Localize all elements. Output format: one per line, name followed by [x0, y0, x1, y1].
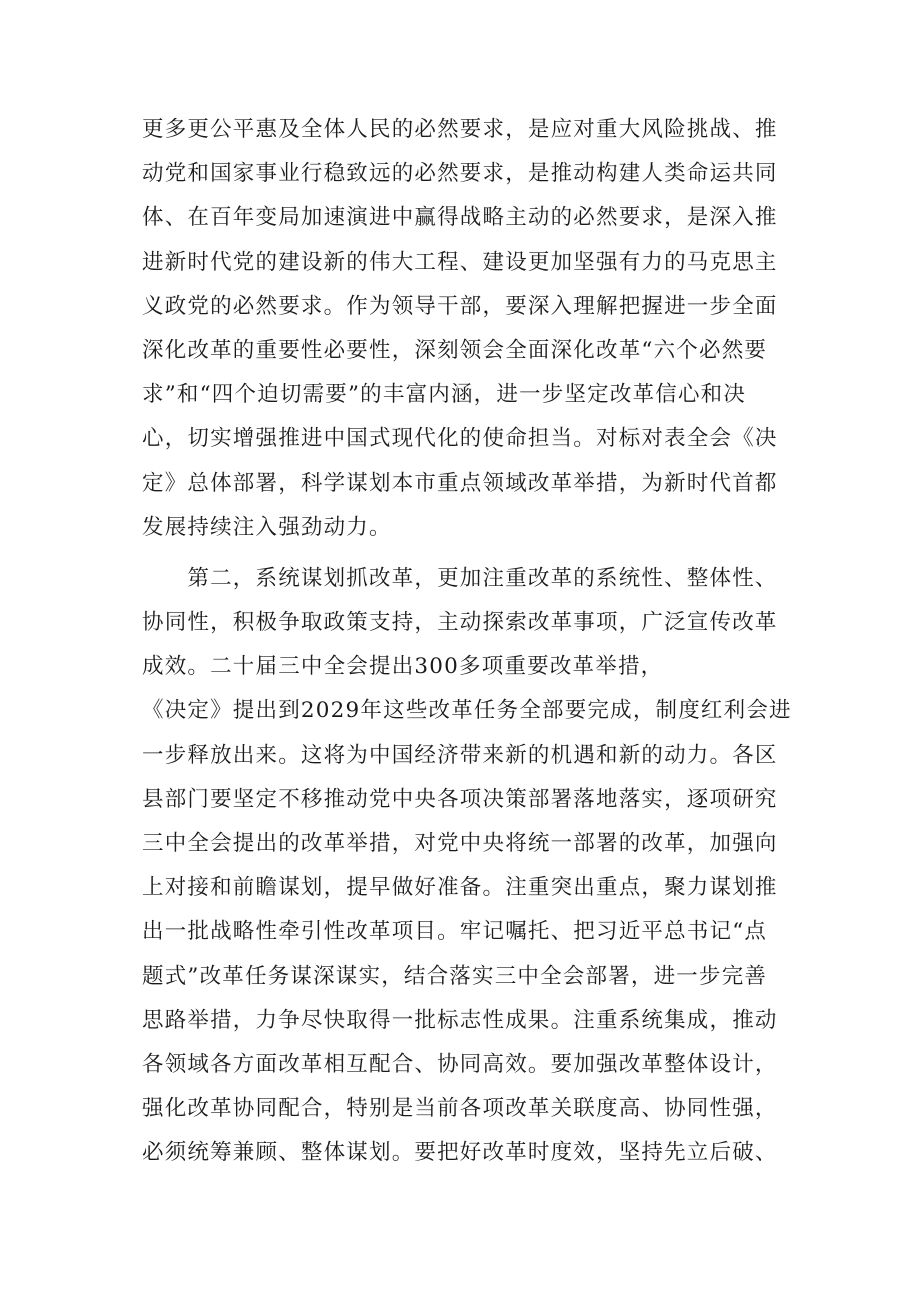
text-line: 更多更公平惠及全体人民的必然要求，是应对重大风险挑战、推: [142, 117, 778, 142]
text-line: 强化改革协同配合，特别是当前各项改革关联度高、协同性强，: [142, 1096, 778, 1122]
text-line: 动党和国家事业行稳致远的必然要求，是推动构建人类命运共同: [142, 161, 778, 187]
text-line: 出一批战略性牵引性改革项目。牢记嘱托、把习近平总书记“点: [142, 919, 768, 945]
text-line: 县部门要坚定不移推动党中央各项决策部署落地落实，逐项研究: [142, 786, 778, 812]
text-line: 进新时代党的建设新的伟大工程、建设更加坚强有力的马克思主: [142, 249, 778, 275]
text-line: 《决定》提出到2029年这些改革任务全部要完成，制度红利会进: [142, 698, 792, 724]
paragraph-gap: [142, 550, 792, 557]
document-body: [142, 108, 792, 1176]
paragraph-1: [142, 108, 792, 550]
text-line: 体、在百年变局加速演进中赢得战略主动的必然要求，是深入推: [142, 205, 778, 231]
text-line: 求”和“四个迫切需要”的丰富内涵，进一步坚定改革信心和决: [142, 382, 747, 408]
text-line: 协同性，积极争取政策支持，主动探索改革事项，广泛宣传改革: [142, 610, 778, 636]
paragraph-2: [142, 557, 792, 1176]
text-line: 各领域各方面改革相互配合、协同高效。要加强改革整体设计，: [142, 1051, 778, 1077]
text-line: 思路举措，力争尽快取得一批标志性成果。注重系统集成，推动: [142, 1007, 778, 1033]
text-line: 题式”改革任务谋深谋实，结合落实三中全会部署，进一步完善: [142, 963, 768, 989]
text-line: 心，切实增强推进中国式现代化的使命担当。对标对表全会《决: [142, 426, 778, 452]
text-line: 一步释放出来。这将为中国经济带来新的机遇和新的动力。各区: [142, 742, 778, 768]
text-line: 义政党的必然要求。作为领导干部，要深入理解把握进一步全面: [142, 293, 778, 319]
text-line: 三中全会提出的改革举措，对党中央将统一部署的改革，加强向: [142, 831, 778, 856]
text-line: 第二，系统谋划抓改革，更加注重改革的系统性、整体性、: [142, 565, 778, 591]
text-line: 发展持续注入强劲动力。: [142, 514, 392, 540]
text-line: 深化改革的重要性必要性，深刻领会全面深化改革“六个必然要: [142, 337, 768, 363]
text-line: 定》总体部署，科学谋划本市重点领域改革举措，为新时代首都: [142, 470, 778, 496]
text-line: 上对接和前瞻谋划，提早做好准备。注重突出重点，聚力谋划推: [142, 875, 778, 901]
text-line: 必须统筹兼顾、整体谋划。要把好改革时度效，坚持先立后破、: [142, 1140, 778, 1166]
text-line: 成效。二十届三中全会提出300多项重要改革举措，: [142, 654, 664, 680]
